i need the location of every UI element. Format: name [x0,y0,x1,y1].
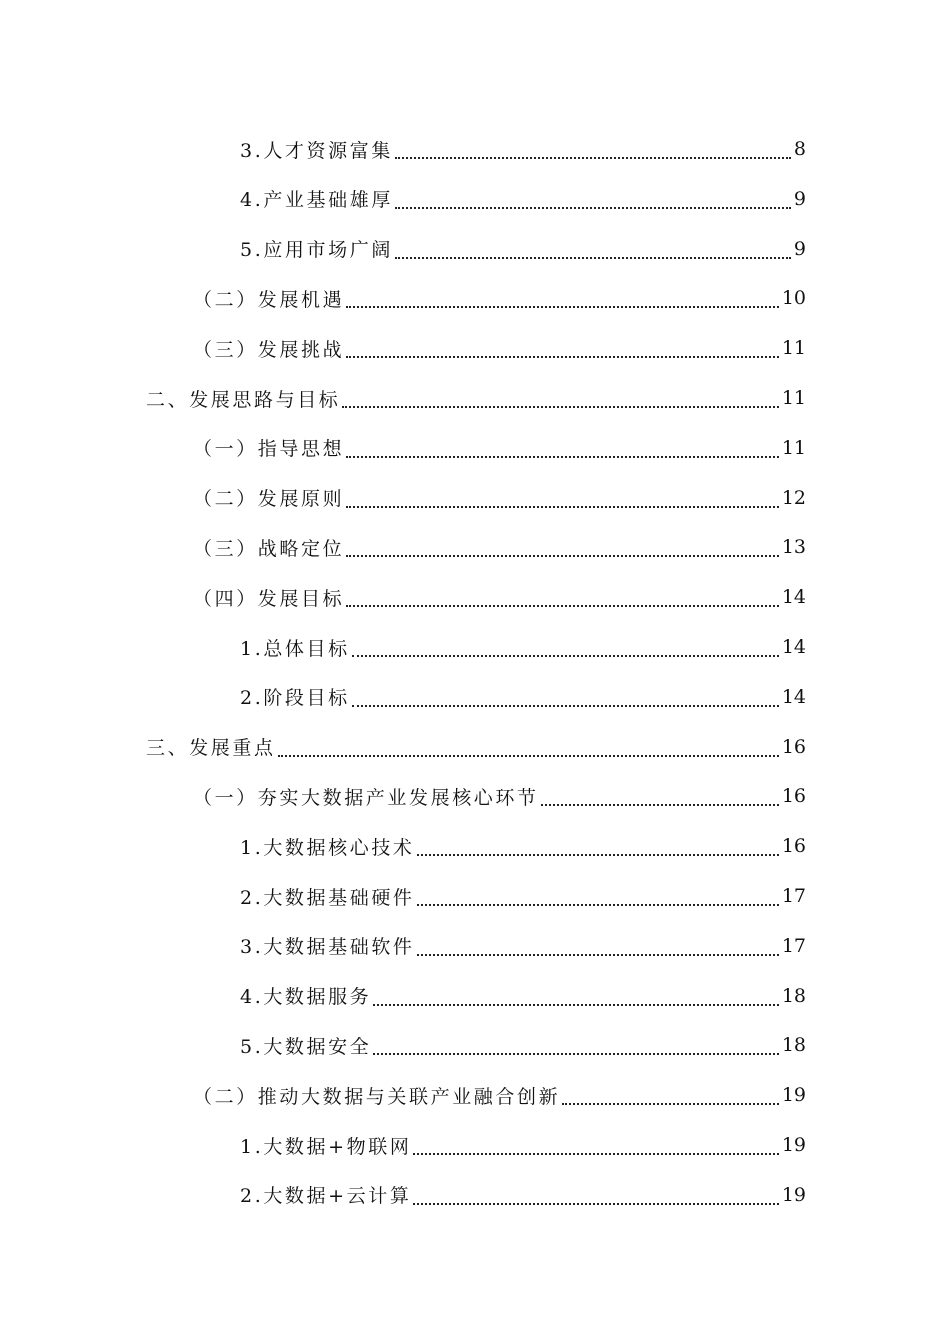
toc-dot-leader [278,740,779,757]
toc-dot-leader [352,690,779,707]
toc-dot-leader [346,491,779,508]
toc-page-number: 13 [781,536,806,559]
toc-entry[interactable] [193,423,806,473]
toc-dot-leader [417,889,779,906]
toc-entry[interactable] [193,1070,806,1120]
toc-dot-leader [342,391,778,408]
toc-entry-title: 三、发展重点 [146,737,276,760]
toc-entry[interactable] [193,323,806,373]
toc-entry-title: 5.大数据安全 [240,1035,372,1058]
toc-dot-leader [346,341,779,358]
toc-dot-leader [413,1138,778,1155]
toc-entry-title: （二）推动大数据与关联产业融合创新 [193,1085,561,1108]
toc-entry-title: 3.人才资源富集 [240,139,393,162]
toc-entry[interactable] [240,224,806,274]
toc-page-number: 9 [793,187,806,210]
toc-entry[interactable] [240,124,806,174]
toc-page-number: 11 [781,387,806,409]
toc-page-number: 16 [781,735,806,758]
toc-dot-leader [541,789,779,806]
toc-dot-leader [373,989,778,1006]
toc-entry[interactable] [193,273,806,323]
toc-entry[interactable] [240,1170,806,1220]
toc-entry-title: （四）发展目标 [193,587,345,610]
toc-dot-leader [395,192,791,209]
toc-entry-title: （一）夯实大数据产业发展核心环节 [193,786,539,809]
toc-page-number: 10 [781,287,806,310]
toc-entry-title: 5.应用市场广阔 [240,239,393,262]
toc-entry-title: 2.大数据基础硬件 [240,886,415,909]
toc-page-number: 19 [781,1134,806,1156]
toc-entry-title: 1.总体目标 [240,637,350,660]
toc-entry-title: 二、发展思路与目标 [146,388,341,411]
toc-page-number: 16 [781,835,806,858]
toc-page-number: 14 [781,586,806,609]
toc-page-number: 11 [781,337,806,360]
toc-page-number: 9 [793,237,806,260]
toc-page-number: 8 [793,138,806,160]
toc-entry[interactable] [240,821,806,871]
toc-dot-leader [346,590,779,607]
toc-entry-title: （三）战略定位 [193,537,345,560]
toc-entry[interactable] [240,921,806,971]
toc-entry-title: 3.大数据基础软件 [240,936,415,959]
toc-dot-leader [346,441,779,458]
toc-page-number: 19 [781,1183,806,1206]
toc-entry-title: 2.阶段目标 [240,687,350,710]
toc-entry[interactable] [240,174,806,224]
toc-entry[interactable] [240,672,806,722]
toc-entry-title: （一）指导思想 [193,438,345,461]
toc-entry-title: 2.大数据+云计算 [240,1185,412,1208]
toc-dot-leader [352,640,779,657]
toc-page-number: 19 [781,1084,806,1107]
toc-entry[interactable] [240,871,806,921]
toc-page-number: 11 [781,436,806,459]
toc-entry[interactable] [240,971,806,1021]
toc-entry[interactable] [193,522,806,572]
toc-dot-leader [373,1038,778,1055]
toc-dot-leader [413,1188,778,1205]
toc-entry-title: （二）发展原则 [193,488,345,511]
toc-page-number: 14 [781,685,806,708]
toc-dot-leader [395,242,791,259]
toc-dot-leader [395,142,791,159]
toc-page-number: 17 [781,934,806,957]
toc-entry[interactable] [193,473,806,523]
toc-dot-leader [346,540,779,557]
toc-entry[interactable] [146,722,806,772]
toc-entry[interactable] [240,1020,806,1070]
toc-entry-title: 1.大数据核心技术 [240,836,415,859]
toc-entry[interactable] [240,622,806,672]
toc-entry-title: （二）发展机遇 [193,288,345,311]
toc-page-number: 16 [781,785,806,808]
toc-entry-title: 4.大数据服务 [240,986,372,1009]
toc-dot-leader [417,939,779,956]
toc-page-number: 12 [781,486,806,509]
toc-entry-title: （三）发展挑战 [193,338,345,361]
toc-entry-title: 4.产业基础雄厚 [240,189,393,212]
toc-dot-leader [346,291,779,308]
toc-entry[interactable] [193,771,806,821]
toc-entry[interactable] [193,572,806,622]
toc-dot-leader [417,839,779,856]
toc-entry-title: 1.大数据+物联网 [240,1135,412,1158]
toc-page-number: 18 [781,984,806,1007]
toc-page-number: 18 [781,1034,806,1057]
toc-page-number: 14 [781,636,806,658]
toc-entry[interactable] [146,373,806,423]
toc-entry[interactable] [240,1120,806,1170]
toc-dot-leader [562,1088,779,1105]
toc-page-number: 17 [781,885,806,907]
